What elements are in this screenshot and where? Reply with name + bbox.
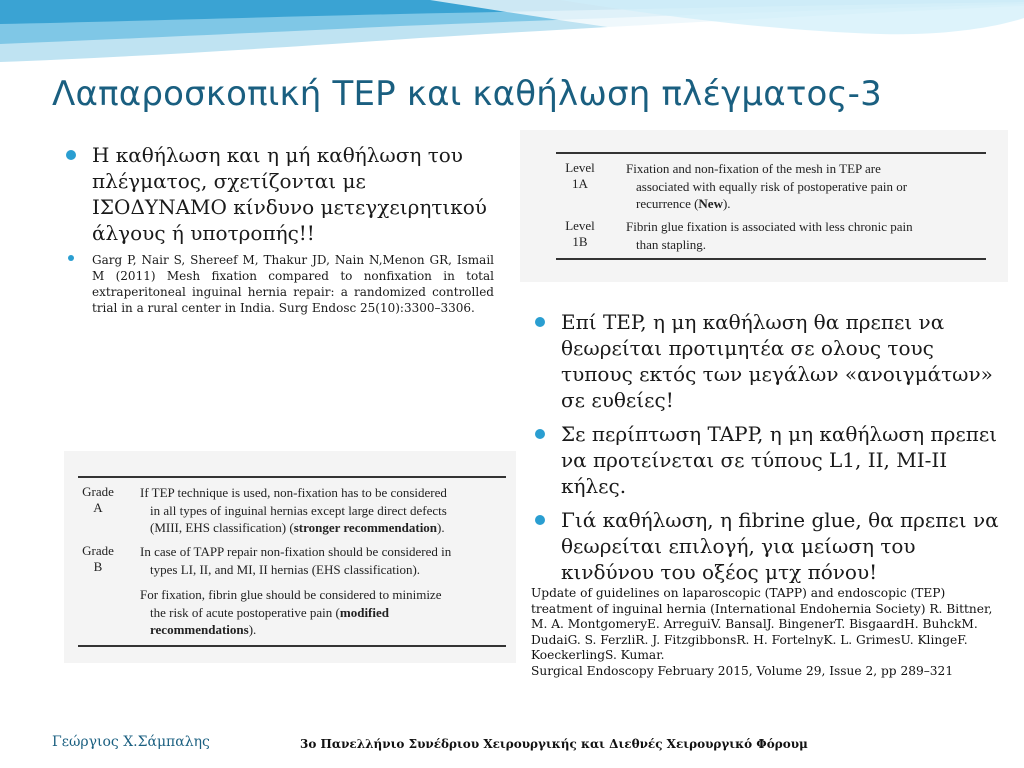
grade-label-b: Grade bbox=[82, 543, 114, 558]
level-1a-new-tag: New bbox=[698, 196, 723, 211]
grade-a-line1: If TEP technique is used, non-fixation has to be considered bbox=[140, 485, 447, 500]
reference-journal: Surgical Endoscopy February 2015, Volume 29, Issue 2, pp 289–321 bbox=[531, 663, 954, 678]
grade-b-line2: types LI, II, and MI, II hernias (EHS classification). bbox=[150, 561, 421, 577]
left-bullet-main: Η καθήλωση και η μή καθήλωση του πλέγματος, σχετίζονται με ΙΣΟΔΥΝΑΜΟ κίνδυνο μετεγχειρητικού άλγους ή υποτροπής!! bbox=[62, 142, 494, 246]
grade-b-line4-pre: the risk of acute postoperative pain ( bbox=[150, 604, 340, 620]
recommendation-grade-table bbox=[64, 451, 516, 663]
grade-code-b: B bbox=[93, 559, 103, 574]
level-1a-line3-pre: recurrence ( bbox=[636, 196, 699, 211]
grade-label-a: Grade bbox=[82, 484, 114, 499]
slide-title: Λαπαροσκοπική TEP και καθήλωση πλέγματος-3 bbox=[52, 74, 882, 114]
level-label-1a: Level bbox=[565, 160, 595, 175]
evidence-level-table bbox=[520, 130, 1008, 282]
grade-b-recommendations-tag: recommendations bbox=[150, 622, 249, 637]
right-bullet-tapp: Σε περίπτωση TAPP, η μη καθήλωση πρεπει να προτείνεται σε τύπους L1, II, MI-II κήλες. bbox=[531, 421, 1001, 499]
grade-a-strong-tag: stronger recommendation bbox=[293, 520, 438, 535]
level-1b-line2: than stapling. bbox=[636, 236, 707, 252]
grade-a-line3-post: ). bbox=[437, 520, 445, 535]
footer-conference: 3ο Πανελλήνιο Συνέδριου Χειρουργικής και Διεθνές Χειρουργικό Φόρουμ bbox=[300, 737, 808, 751]
level-label-1b: Level bbox=[565, 218, 595, 233]
grade-b-modified-tag: modified bbox=[339, 604, 390, 620]
guideline-reference bbox=[531, 586, 1001, 679]
left-bullet-list bbox=[62, 142, 494, 316]
header-wave-decoration bbox=[0, 0, 1024, 80]
right-bullet-tep: Επί TEP, η μη καθήλωση θα πρεπει να θεωρείται προτιμητέα σε ολους τους τυπους εκτός των μεγάλων «ανοιγμάτων» σε ευθείες! bbox=[531, 309, 1001, 413]
level-1b-line1: Fibrin glue fixation is associated with less chronic pain bbox=[626, 219, 913, 234]
level-1a-line2: associated with equally risk of postoperative pain or bbox=[636, 178, 908, 194]
level-code-1a: 1A bbox=[572, 176, 588, 191]
grade-b-line1: In case of TAPP repair non-fixation should be considered in bbox=[140, 544, 452, 559]
grade-a-line3-pre: (MIII, EHS classification) ( bbox=[150, 520, 294, 535]
grade-a-line2: in all types of inguinal hernias except large direct defects bbox=[150, 502, 447, 518]
footer-author: Γεώργιος Χ.Σάμπαλης bbox=[52, 734, 210, 750]
left-bullet-citation: Garg P, Nair S, Shereef M, Thakur JD, Nain N,Menon GR, Ismail M (2011) Mesh fixation compared to nonfixation in total extraperitoneal inguinal hernia repair: a randomized controlled trial in a rural center in India. Surg Endosc 25(10):3300–3306. bbox=[62, 252, 494, 316]
level-1a-line3-post: ). bbox=[722, 196, 731, 211]
right-bullet-fibrin-glue: Γιά καθήλωση, η fibrine glue, θα πρεπει να θεωρείται επιλογή, για μείωση του κινδύνου του οξέος μτχ πόνου! bbox=[531, 507, 1001, 585]
reference-authors: Update of guidelines on laparoscopic (TAPP) and endoscopic (TEP) treatment of inguinal hernia (International Endohernia Society) R. Bittner, M. A. MontgomeryE. ArreguiV. BansalJ. BingenerT. BisgaardH. BuhckM. DudaiG. S. FerzliR. J. FitzgibbonsR. H. FortelnyK. L. GrimesU. KlingeF. KoeckerlingS. Kumar. bbox=[531, 586, 993, 662]
grade-b-line3: For fixation, fibrin glue should be considered to minimize bbox=[140, 587, 442, 602]
grade-code-a: A bbox=[93, 500, 103, 515]
level-code-1b: 1B bbox=[572, 234, 588, 249]
grade-b-line5-post: ). bbox=[248, 622, 257, 637]
right-bullet-list bbox=[531, 309, 1001, 593]
level-1a-line1: Fixation and non-fixation of the mesh in TEP are bbox=[626, 161, 881, 176]
